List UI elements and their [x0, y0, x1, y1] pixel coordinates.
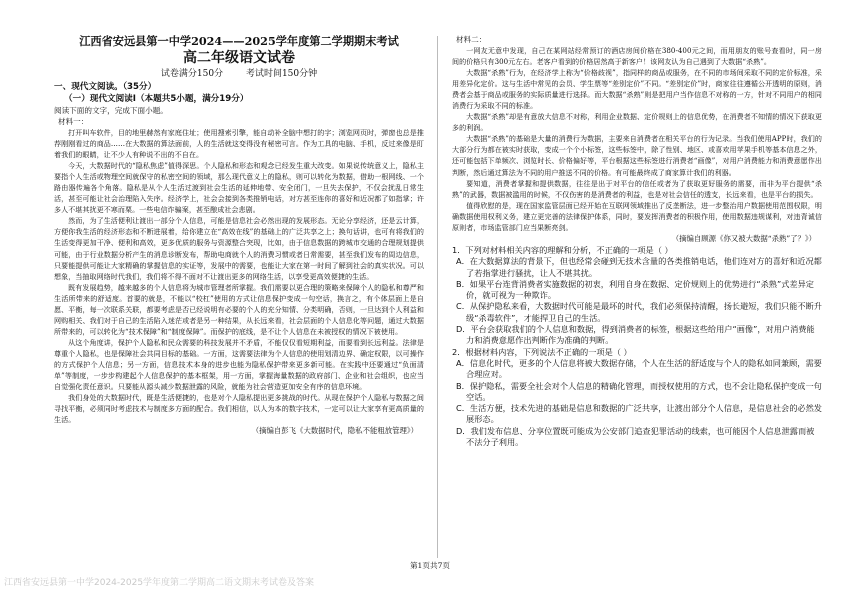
question-option: A．信息化时代，更多的个人信息将被大数据存储，个人在生活的舒适度与个人的隐私如同兼顾，需要合理应对。 — [456, 357, 822, 380]
exam-subtitle: 高二年级语文试卷 — [183, 50, 295, 66]
exam-title: 江西省安远县第一中学2024——2025学年度第二学期期末考试 — [79, 34, 399, 48]
passage-paragraph: 大数据“杀熟”却是有意放大信息不对称，利用企业数据、定价规则上的信息优势，在消费者不知情的情况下获取更多的利润。 — [452, 112, 822, 133]
passage-paragraph: 大数据“杀熟”行为，在经济学上称为“价格歧视”，指同样的商品或服务，在不同的市场间采取不同的定价标准，采用差异化定价。这与生活中常见的会员、学生票等“差别定价”不同。“差别定价”时，商家往往遵循公开透明的原则，消费者会基于商品或服务的实际质量进行选择。而大数据“杀熟”则是把用户当作信息不对称的一方，针对不同用户的相同消费行为采取不同的标准。 — [452, 68, 822, 111]
passage-paragraph: 大数据“杀熟”的基础是大量的消费行为数据，主要来自消费者在相关平台的行为记录。当我们使用APP时，我们的大部分行为都在被实时获取，变成一个个小标签，这些标签中，除了性别、地区、或喜欢用苹果手机等基本信息之外，还可能包括下单频次、浏览时长、价格偏好等，平台根据这些标签进行消费者“画像”，对用户消费能力和消费意愿作出判断，然后通过算法为不同的用户推送不同的价格。有可能最终成了商家算计我们的利器。 — [452, 134, 822, 177]
question-option: D．我们发布信息、分享位置既可能成为公安部门追查犯罪活动的线索，也可能因个人信息泄露而被不法分子利用。 — [456, 425, 815, 448]
left-column — [54, 34, 424, 437]
question-option: D．平台会获取我们的个人信息和数据，得到消费者的标签，根据这些给用户“画像”，对用户消费能力和消费意愿作出判断作为准确的判断。 — [456, 323, 815, 346]
time-info: 考试时间150分钟 — [245, 69, 318, 79]
passage-paragraph: 打开叫车软件，目的地里赫然有家庭住址；使用搜索引擎，能自动补全脑中想打的字；浏览网页时，弹窗也总是推荐刚刚看过的商品……在大数据的算法面前，人的生活就这变得没有秘密可言。作为工具的电脑、手机，反过来像是盯着我们的眼睛，让不少人有种说不出的不自在。 — [54, 128, 424, 160]
exam-meta — [54, 68, 424, 81]
question-option: C．生活方便，技术先进的基础是信息和数据的广泛共享，让渡出部分个人信息，是信息社会的必然发展形态。 — [456, 403, 822, 425]
question-option: C．从保护隐私来看，大数据时代可能是最坏的时代，我们必须保持清醒，扬长避短，我们只能不断升级“杀毒软件”，才能捍卫自己的生活。 — [456, 301, 822, 323]
passage-paragraph: 一网友无意中发现，自己在某网站经常预订的酒店房间价格在380-400元之间，而用朋友的账号查看时，同一房间的价格只有300元左右。老客户看到的价格居然高于新客户！该网友认为自己遇到了大数据“杀熟”。 — [452, 46, 822, 67]
subsection-heading: （一）现代文阅读Ⅰ（本题共5小题，满分19分） — [64, 94, 249, 104]
right-column — [452, 34, 822, 448]
question-option: A．在大数据算法的背景下，但也经常会碰到无技术含量的各类推销电话，他们连对方的喜好和近况都了若指掌进行骚扰，让人不堪其扰。 — [456, 256, 822, 278]
question-stem: 1．下列对材料相关内容的理解和分析，不正确的一项是（ ） — [452, 244, 673, 255]
column-divider — [437, 36, 438, 558]
question-option: B．保护隐私，需要全社会对个人信息的精确化管理，而授权使用的方式，也不会让隐私保护变成一句空话。 — [456, 380, 822, 402]
passage-paragraph: 我们身处的大数据时代，既是生活便捷的，也是对个人隐私提出更多挑战的时代。从现在保护个人隐私与数据之间寻找平衡，必须同时考虑技术与制度多方面的配合。我们相信，以人为本的数字技术，一定可以让大家享有更高质量的生活。 — [54, 393, 424, 425]
material-label: 材料二： — [456, 35, 487, 44]
reading-instruction: 阅读下面的文字，完成下面小题。 — [54, 106, 168, 115]
score-info: 试卷满分150分 — [160, 69, 224, 79]
watermark-text: 江西省安远县第一中学2024-2025学年度第二学期高二语文期末考试卷及答案 — [4, 578, 315, 588]
passage-paragraph: 要知道，消费者掌握和提供数据，往往是出于对平台的信任或者为了获取更好服务的需要，而非为平台提供“杀熟”的武器，数据被滥用的时候，不仅伤害的是消费者的利益，也是对社会信任的透支，长远来看，也是平台的损失。 — [452, 178, 822, 199]
passage-paragraph: 既有发展趋势，越来越多的个人信息将为城市管理者所掌握。我们需要以更合理的策略来保障个人的隐私和尊严和生活所带来的舒适度。首要的就是，不能以“校杠”使用的方式让信息保护变成一句空话，换言之，有个体层面上是自愿、平衡，每一次联系关联，都要考虑是否已经说明有必要的个人的充分知情、分类明确，否则，一旦达到个人利益和网购相关、我们对于自己的生活陷入迷茫或者是另一种结果，从长远来看，社会层面的个人信息化等问题，通过大数据所带来的，可以转化为“技术保障”和“制度保障”。而保护的底线，是不让个人信息在未被授权的情况下被使用。 — [54, 282, 424, 336]
passage-paragraph: 然而，为了生活便利让渡出一部分个人信息，可能是信息社会必然出现的发展形态。无论分享经济，还是云计算，方便你我生活的经济形态和不断进展着，给你建立在“高效在线”的基础上的广泛共享之上；换句话讲，也可有将我们的生活变得更加干净、便利和高效，更多优质的服务与资源整合突现，比如，由于信息数据的跨城市交通的合理规划提供可能，由于行业数据分析产生的消息诊断发布，帮助电商就个人的消费习惯或者日常需要，甚至我们发布的周边信息，只要能提供可能让大家精确的掌握信息的实证等，发展中的需要，也能让大家在第一时间了解到社会的真实状况。可以想象，当抽取网络时代我们，我们将不得不面对不让渡出更多的网络生活，以享受更高效便捷的生活。 — [54, 216, 424, 281]
passage-paragraph: 值得欣慰的是，现在国家监管层面已经开始在互联网领域推出了反垄断法，进一步整治用户数据使用范围权限，明确数据使用权利义务，建立更完善的法律保护体系，同时，要发挥消费者的积极作用，使用数据违规谋利，对违背诚信原则者，市场监管部门应当果断亮剑。 — [452, 200, 822, 232]
question-stem: 2．根据材料内容，下列说法不正确的一项是（ ） — [452, 346, 632, 357]
passage-paragraph: 今天，大数据时代的“隐私焦虑”值得深思。个人隐私和形态和观念已经发生重大改变。如果说传统意义上，隐私主要指个人生活或物理空间就保守的私密空间的领域，那么现代意义上的隐私，则可以转化为数据，借助一根网线、一个路由器传遍各个角落。隐私是从个人生活过渡到社会生活的延伸地带、安全闭门，一旦失去保护，不仅会扰乱日常生活，甚至可能让社会治理陷入失序。经济学上，社会会接到各类推销电话，对方甚至连你的喜好和近况都了如指掌；许多人不堪其扰更不寒而栗。一些电信诈骗案，甚至酿成社会悲剧。 — [54, 161, 424, 215]
section-heading: 一、现代文阅读。（35分） — [54, 82, 157, 92]
page-number: 第1页共7页 — [409, 561, 451, 570]
material-label: 材料一： — [58, 117, 89, 126]
material-source: （摘编自顾源《你又被大数据“杀熟”了？》） — [671, 233, 816, 243]
question-option: B．如果平台连背消费者实施数据的初衷，利用自身在数据、定价规则上的优势进行“杀熟”式差异定价，就可视为一种欺诈。 — [456, 278, 814, 301]
material-source: （摘编自彭飞《大数据时代，隐私不能粗放管理》） — [251, 426, 418, 436]
passage-paragraph: 从这个角度讲，保护个人隐私和民众需要的科技发展并不矛盾，不能仅仅看短期利益，而要看到长远利益。法律是尊重个人隐私，也是保障社会共同目标的基础。一方面，这需要法律为个人信息的使用划清边界、确定权限，以可操作的方式保护个人信息；另一方面，信息技术本身的进步也能为隐私保护带来更多新可能。在实践中还要通过“负面清单”等制度，一步步构建起个人信息保护的基本框架，用一方面，掌握海量数据的政府部门、企业和社会组织，也应当自觉强化责任意识。只要能从源头减少数据泄露的风险，就能为社会营造更加安全有序的信息环境。 — [54, 337, 424, 392]
